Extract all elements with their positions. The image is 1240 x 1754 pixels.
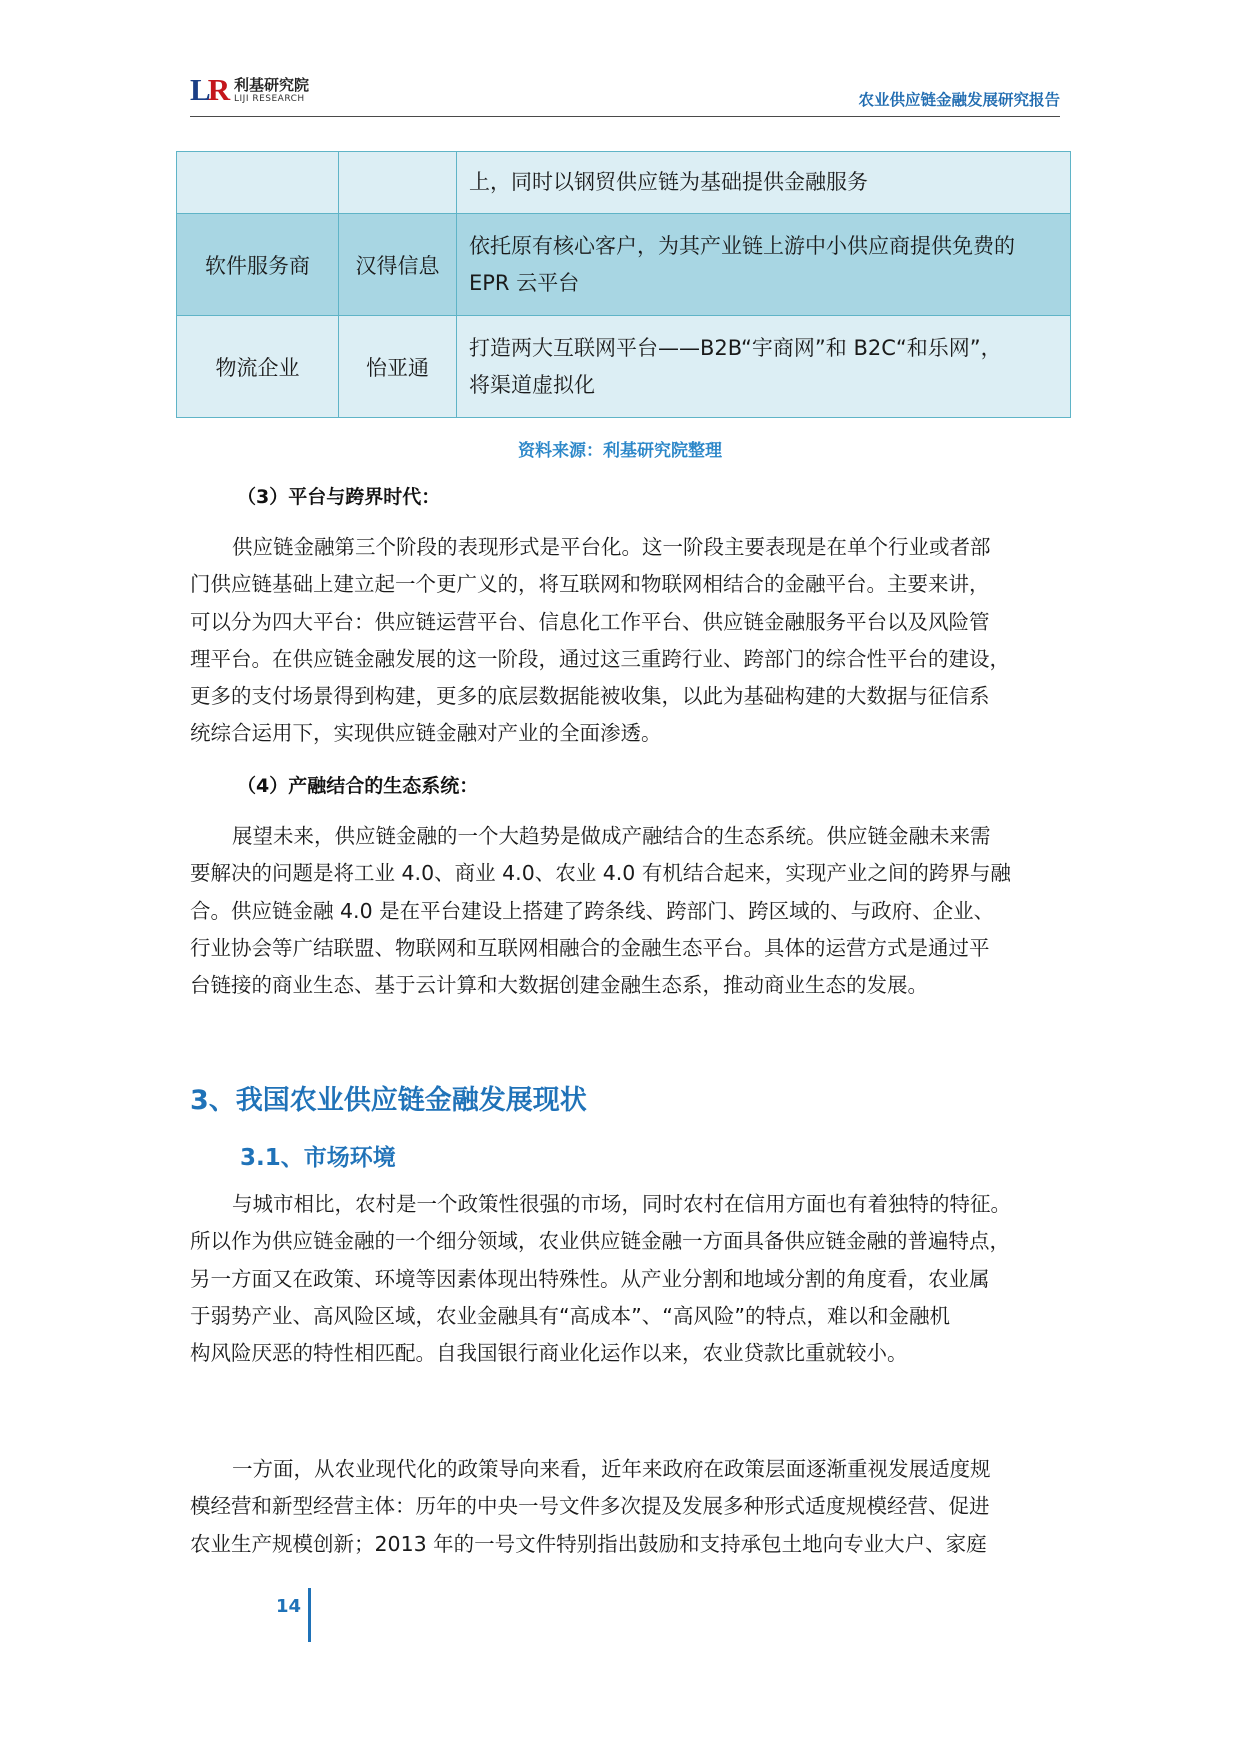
subsection-3-title: （3）平台与跨界时代： xyxy=(237,486,441,508)
table-cell-description: 上，同时以钢贸供应链为基础提供金融服务 xyxy=(457,152,1071,214)
table-cell-company: 怡亚通 xyxy=(339,316,457,418)
table-cell-description: 打造两大互联网平台——B2B“宇商网”和 B2C“和乐网”， 将渠道虚拟化 xyxy=(457,316,1071,418)
report-title: 农业供应链金融发展研究报告 xyxy=(858,91,1060,109)
logo-mark: LR xyxy=(190,72,228,107)
market-paragraph-1: 与城市相比，农村是一个政策性很强的市场，同时农村在信用方面也有着独特的特征。 所以作为供应链金融的一个细分领域，农业供应链金融一方面具备供应链金融的普遍特点， 另一方面又在政策、环境等因素体现出特殊性。从产业分割和地域分割的角度看，农业属 于弱势产业、高风险区域，农业金融具有“高成本”、“高风险”的特点，难以和金融机 构风险厌恶的特性相匹配。自我国银行商业化运作以来，农业贷款比重就较小。 xyxy=(190,1192,1011,1366)
table-source-note: 资料来源：利基研究院整理 xyxy=(518,441,722,461)
chapter-heading: 3、我国农业供应链金融发展现状 xyxy=(190,1085,587,1116)
table-row xyxy=(177,152,1071,214)
page-number: 14 xyxy=(276,1596,302,1617)
market-paragraph-2: 一方面，从农业现代化的政策导向来看，近年来政府在政策层面逐渐重视发展适度规 模经营和新型经营主体：历年的中央一号文件多次提及发展多种形式适度规模经营、促进 农业生产规模创新；2013 年的一号文件特别指出鼓励和支持承包土地向专业大户、家庭 xyxy=(190,1457,991,1556)
table-cell-company: 汉得信息 xyxy=(339,214,457,316)
page-number-divider xyxy=(308,1588,311,1642)
section-heading: 3.1、市场环境 xyxy=(240,1145,396,1171)
table-cell-type xyxy=(177,152,339,214)
table-cell-description: 依托原有核心客户，为其产业链上游中小供应商提供免费的 EPR 云平台 xyxy=(457,214,1071,316)
table-cell-type: 物流企业 xyxy=(177,316,339,418)
company-table xyxy=(176,151,1071,418)
subsection-4-paragraph: 展望未来，供应链金融的一个大趋势是做成产融结合的生态系统。供应链金融未来需 要解决的问题是将工业 4.0、商业 4.0、农业 4.0 有机结合起来，实现产业之间的跨界与融 合。供应链金融 4.0 是在平台建设上搭建了跨条线、跨部门、跨区域的、与政府、企业、 行业协会等广结联盟、物联网和互联网相融合的金融生态平台。具体的运营方式是通过平 台链接的商业生态、基于云计算和大数据创建金融生态系，推动商业生态的发展。 xyxy=(190,824,1011,998)
table-row xyxy=(177,316,1071,418)
logo-name-cn: 利基研究院 xyxy=(234,76,310,94)
table-cell-type: 软件服务商 xyxy=(177,214,339,316)
subsection-4-title: （4）产融结合的生态系统： xyxy=(237,775,479,797)
page-header xyxy=(190,70,1060,117)
logo-name-en: LIJI RESEARCH xyxy=(234,94,305,104)
subsection-3-paragraph: 供应链金融第三个阶段的表现形式是平台化。这一阶段主要表现是在单个行业或者部 门供应链基础上建立起一个更广义的，将互联网和物联网相结合的金融平台。主要来讲， 可以分为四大平台：供应链运营平台、信息化工作平台、供应链金融服务平台以及风险管 理平台。在供应链金融发展的这一阶段，通过这三重跨行业、跨部门的综合性平台的建设， 更多的支付场景得到构建，更多的底层数据能被收集，以此为基础构建的大数据与征信系 统综合运用下，实现供应链金融对产业的全面渗透。 xyxy=(190,535,1010,746)
table-row xyxy=(177,214,1071,316)
table-cell-company xyxy=(339,152,457,214)
